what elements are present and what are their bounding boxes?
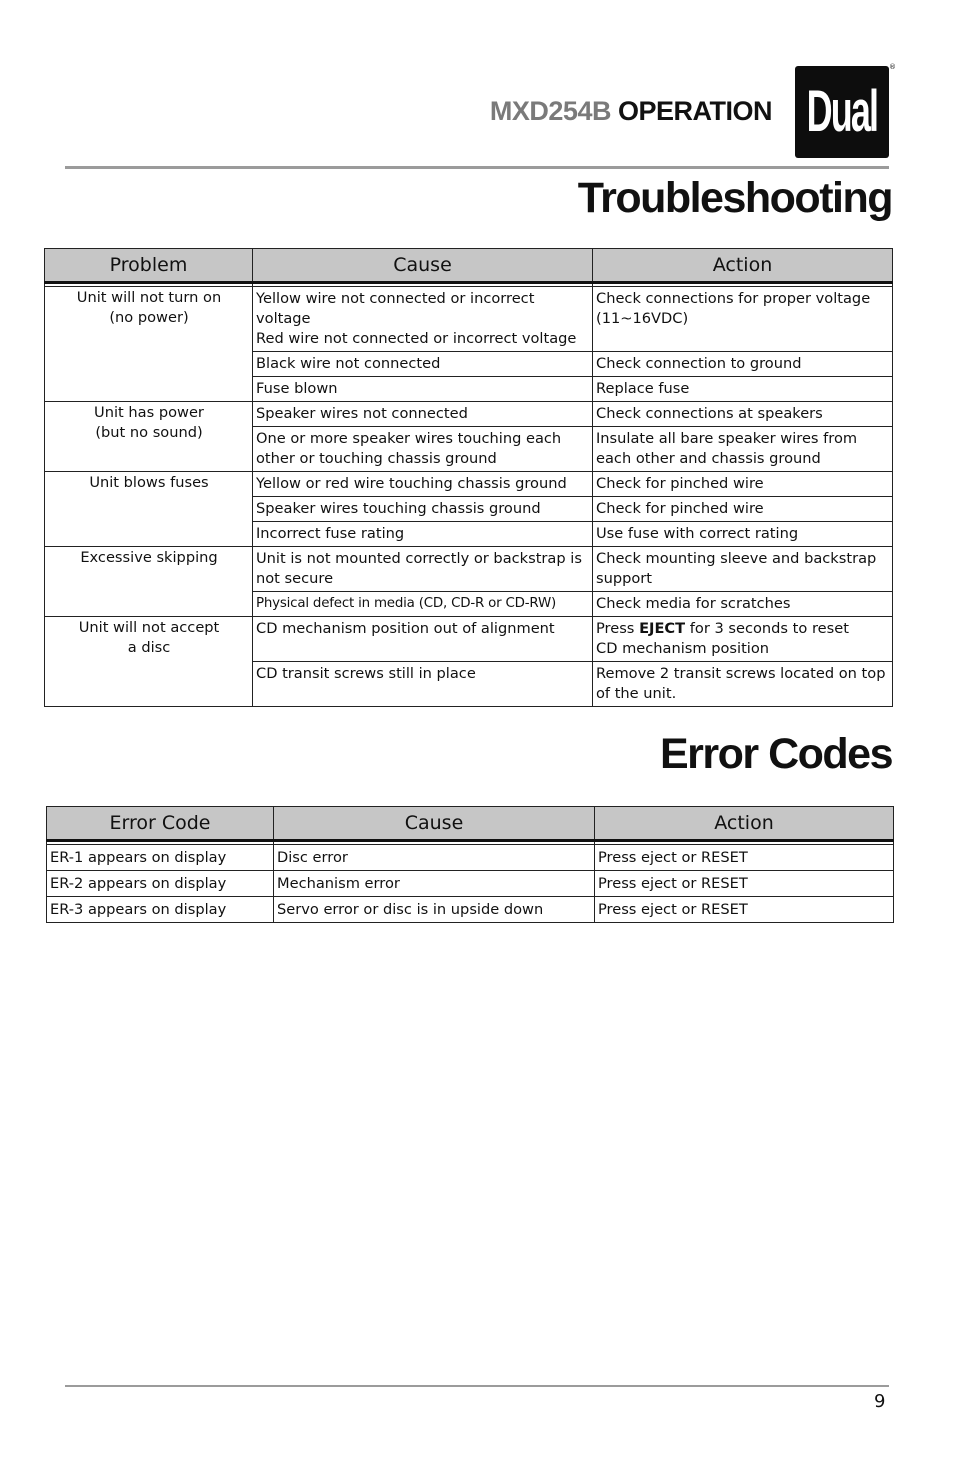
cause-cell: Unit is not mounted correctly or backstrap is not secure	[253, 547, 593, 592]
brand-logo	[795, 66, 889, 158]
problem-cell: Excessive skipping	[45, 547, 253, 617]
header-title	[490, 96, 772, 127]
problem-cell: Unit blows fuses	[45, 472, 253, 547]
registered-mark: ®	[889, 63, 896, 71]
action-cell: Check mounting sleeve and backstrap support	[593, 547, 893, 592]
problem-cell: Unit has power (but no sound)	[45, 402, 253, 472]
action-cell: Check media for scratches	[593, 592, 893, 617]
action-cell: Press eject or RESET	[595, 845, 894, 871]
column-header-cause: Cause	[253, 249, 593, 283]
action-cell: Use fuse with correct rating	[593, 522, 893, 547]
column-header-action: Action	[593, 249, 893, 283]
action-cell: Check connections for proper voltage (11~16VDC)	[593, 287, 893, 352]
action-cell: Check for pinched wire	[593, 472, 893, 497]
error-codes-title: Error Codes	[659, 730, 892, 778]
table-row	[45, 547, 893, 592]
cause-cell: Fuse blown	[253, 377, 593, 402]
cause-cell: Speaker wires touching chassis ground	[253, 497, 593, 522]
action-cell: Check connection to ground	[593, 352, 893, 377]
bottom-divider	[65, 1385, 889, 1387]
troubleshooting-title: Troubleshooting	[577, 174, 892, 222]
top-divider	[65, 166, 889, 169]
action-cell: Check for pinched wire	[593, 497, 893, 522]
column-header-error-code: Error Code	[47, 807, 274, 841]
operation-label: OPERATION	[617, 96, 772, 126]
troubleshooting-table	[44, 248, 893, 707]
table-row	[45, 402, 893, 427]
column-header-cause: Cause	[274, 807, 595, 841]
error-code-cell: ER-2 appears on display	[47, 871, 274, 897]
cause-cell: Mechanism error	[274, 871, 595, 897]
table-row	[45, 472, 893, 497]
table-row	[47, 897, 894, 923]
error-code-cell: ER-1 appears on display	[47, 845, 274, 871]
action-cell: Press eject or RESET	[595, 871, 894, 897]
action-cell: Replace fuse	[593, 377, 893, 402]
action-cell	[593, 617, 893, 662]
model-name: MXD254B	[489, 96, 611, 126]
problem-cell: Unit will not turn on (no power)	[45, 287, 253, 402]
action-cell: Check connections at speakers	[593, 402, 893, 427]
action-cell: Press eject or RESET	[595, 897, 894, 923]
table-row	[45, 617, 893, 662]
column-header-problem: Problem	[45, 249, 253, 283]
cause-cell: Physical defect in media (CD, CD-R or CD-RW)	[253, 592, 593, 617]
problem-cell: Unit will not accept a disc	[45, 617, 253, 707]
eject-keyword: EJECT	[639, 620, 686, 637]
cause-cell: One or more speaker wires touching each other or touching chassis ground	[253, 427, 593, 472]
logo-text: Dual	[806, 79, 878, 144]
page-number: 9	[874, 1391, 886, 1412]
action-cell: Insulate all bare speaker wires from each other and chassis ground	[593, 427, 893, 472]
error-code-cell: ER-3 appears on display	[47, 897, 274, 923]
action-text: for 3 seconds to reset CD mechanism position	[596, 620, 849, 657]
action-cell: Remove 2 transit screws located on top of the unit.	[593, 662, 893, 707]
table-row	[47, 871, 894, 897]
table-row	[45, 287, 893, 352]
cause-cell: Black wire not connected	[253, 352, 593, 377]
cause-cell: CD transit screws still in place	[253, 662, 593, 707]
action-text: Press	[596, 620, 640, 637]
cause-cell: Yellow wire not connected or incorrect voltage Red wire not connected or incorrect voltage	[253, 287, 593, 352]
cause-cell: CD mechanism position out of alignment	[253, 617, 593, 662]
cause-cell: Yellow or red wire touching chassis ground	[253, 472, 593, 497]
cause-cell: Speaker wires not connected	[253, 402, 593, 427]
column-header-action: Action	[595, 807, 894, 841]
cause-cell: Servo error or disc is in upside down	[274, 897, 595, 923]
table-row	[47, 845, 894, 871]
cause-cell: Incorrect fuse rating	[253, 522, 593, 547]
cause-cell: Disc error	[274, 845, 595, 871]
error-codes-table	[46, 806, 894, 923]
